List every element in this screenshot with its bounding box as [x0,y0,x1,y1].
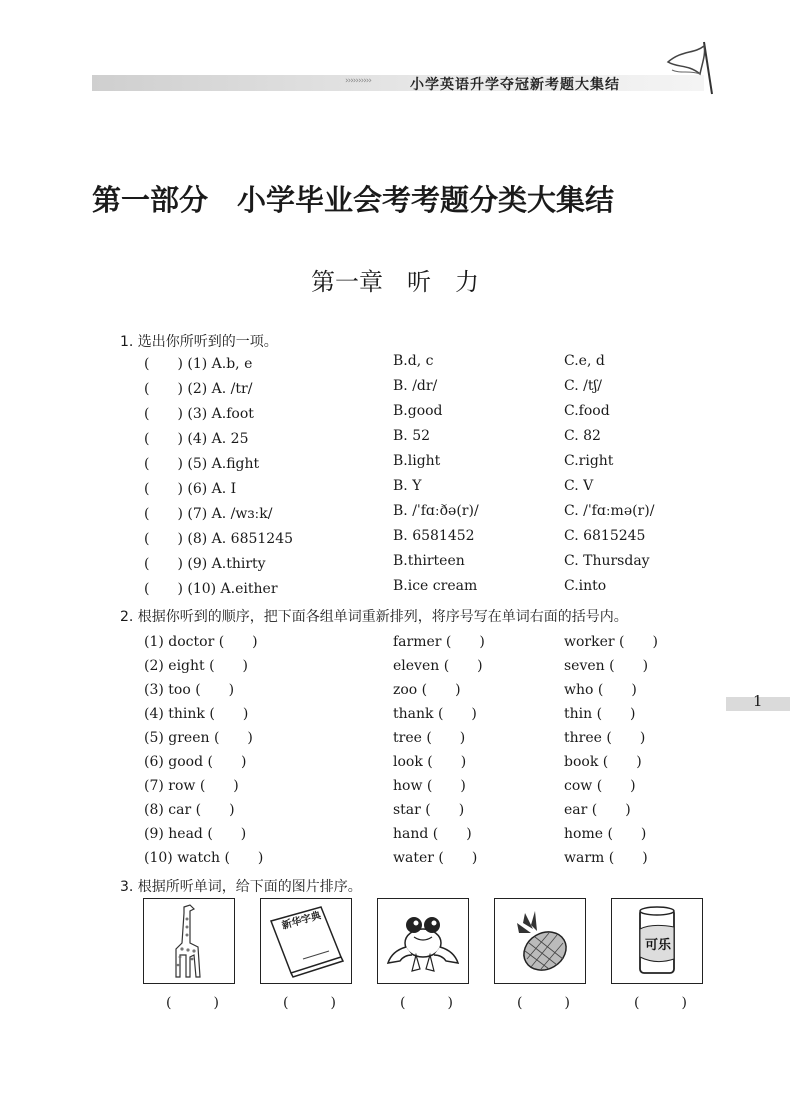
q2-word-b: look ( ) [393,754,467,770]
q1-row [144,403,724,423]
q2-word-c: home ( ) [564,826,647,842]
q2-word-a: (6) good ( ) [144,754,247,770]
q2-word-a: (5) green ( ) [144,730,253,746]
q1-option-a: ( ) (10) A.either [144,581,278,597]
page-number: 1 [753,692,763,710]
q2-row [144,679,724,699]
q1-option-a: ( ) (5) A.fight [144,456,260,472]
q2-word-c: ear ( ) [564,802,631,818]
q2-word-c: warm ( ) [564,850,648,866]
picture-giraffe [143,898,235,984]
q1-option-c: C. Thursday [564,553,650,569]
answer-bracket[interactable]: ( ) [634,995,687,1011]
q2-row [144,823,724,843]
q2-word-b: farmer ( ) [393,634,485,650]
q2-word-a: (10) watch ( ) [144,850,264,866]
q1-row [144,378,724,398]
q2-word-b: zoo ( ) [393,682,461,698]
header-arrows: ›››››››››› [345,76,371,86]
q2-row [144,847,724,867]
q1-option-c: C.e, d [564,353,605,369]
q1-row [144,453,724,473]
q2-word-c: worker ( ) [564,634,658,650]
q1-option-a: ( ) (1) A.b, e [144,356,253,372]
q2-row [144,799,724,819]
q1-option-a: ( ) (9) A.thirty [144,556,266,572]
q1-row [144,428,724,448]
q2-word-a: (2) eight ( ) [144,658,249,674]
q1-option-b: B.d, c [393,353,434,369]
dictionary-label: 新华字典 [280,910,323,932]
q1-option-a: ( ) (2) A. /tr/ [144,381,253,397]
question-3-heading: 3. 根据所听单词，给下面的图片排序。 [120,879,362,895]
chapter-title: 第一章 听 力 [311,268,479,296]
q1-option-c: C. /ˈfɑːmə(r)/ [564,503,655,519]
question-2-heading: 2. 根据你听到的顺序，把下面各组单词重新排列，将序号写在单词右面的括号内。 [120,609,628,625]
cola-label: 可乐 [645,938,672,953]
q2-word-c: who ( ) [564,682,637,698]
q2-word-a: (9) head ( ) [144,826,247,842]
part-title: 第一部分 小学毕业会考考题分类大集结 [92,183,615,217]
q2-word-b: tree ( ) [393,730,466,746]
q1-row [144,353,724,373]
answer-bracket[interactable]: ( ) [517,995,570,1011]
q2-word-a: (3) too ( ) [144,682,235,698]
question-1-heading: 1. 选出你所听到的一项。 [120,334,278,350]
q2-word-b: thank ( ) [393,706,477,722]
picture-cola-can [611,898,703,984]
q1-option-a: ( ) (4) A. 25 [144,431,249,447]
q2-word-c: thin ( ) [564,706,636,722]
picture-dictionary [260,898,352,984]
q1-option-b: B. 52 [393,428,431,444]
q1-option-b: B.good [393,403,443,419]
q1-option-c: C. /tʃ/ [564,378,602,394]
q2-word-c: seven ( ) [564,658,649,674]
q1-option-c: C.right [564,453,614,469]
q1-option-c: C. V [564,478,594,494]
q1-option-a: ( ) (6) A. I [144,481,237,497]
q1-row [144,478,724,498]
flag-icon [660,40,720,95]
q2-word-a: (4) think ( ) [144,706,249,722]
q1-option-b: B. /dr/ [393,378,438,394]
q1-option-c: C.food [564,403,610,419]
q2-row [144,655,724,675]
q2-word-b: hand ( ) [393,826,472,842]
q2-word-a: (8) car ( ) [144,802,235,818]
q2-word-c: three ( ) [564,730,646,746]
q1-row [144,503,724,523]
frog-icon [378,899,468,983]
q2-word-b: water ( ) [393,850,478,866]
q1-option-b: B.thirteen [393,553,465,569]
q1-row [144,578,724,598]
header-title: 小学英语升学夺冠新考题大集结 [410,77,620,93]
q2-row [144,727,724,747]
picture-pineapple [494,898,586,984]
q1-option-c: C.into [564,578,607,594]
answer-bracket[interactable]: ( ) [400,995,453,1011]
q1-option-b: B.ice cream [393,578,478,594]
q2-row [144,703,724,723]
q1-option-a: ( ) (3) A.foot [144,406,254,422]
q2-row [144,751,724,771]
picture-frog [377,898,469,984]
q1-option-a: ( ) (7) A. /wɜːk/ [144,506,273,522]
q1-option-b: B.light [393,453,441,469]
q2-row [144,775,724,795]
q2-word-b: how ( ) [393,778,466,794]
q2-word-b: eleven ( ) [393,658,483,674]
q1-option-c: C. 6815245 [564,528,646,544]
dictionary-icon [261,899,351,983]
q2-word-a: (1) doctor ( ) [144,634,258,650]
giraffe-icon [144,899,234,983]
q1-row [144,553,724,573]
q1-row [144,528,724,548]
q2-word-c: book ( ) [564,754,642,770]
q2-word-c: cow ( ) [564,778,636,794]
answer-bracket[interactable]: ( ) [283,995,336,1011]
answer-bracket[interactable]: ( ) [166,995,219,1011]
q1-option-c: C. 82 [564,428,601,444]
cola-can-icon [612,899,702,983]
pineapple-icon [495,899,585,983]
q1-option-a: ( ) (8) A. 6851245 [144,531,294,547]
q1-option-b: B. /ˈfɑːðə(r)/ [393,503,479,519]
q1-option-b: B. Y [393,478,422,494]
q1-option-b: B. 6581452 [393,528,475,544]
q2-row [144,631,724,651]
q2-word-a: (7) row ( ) [144,778,239,794]
q2-word-b: star ( ) [393,802,465,818]
